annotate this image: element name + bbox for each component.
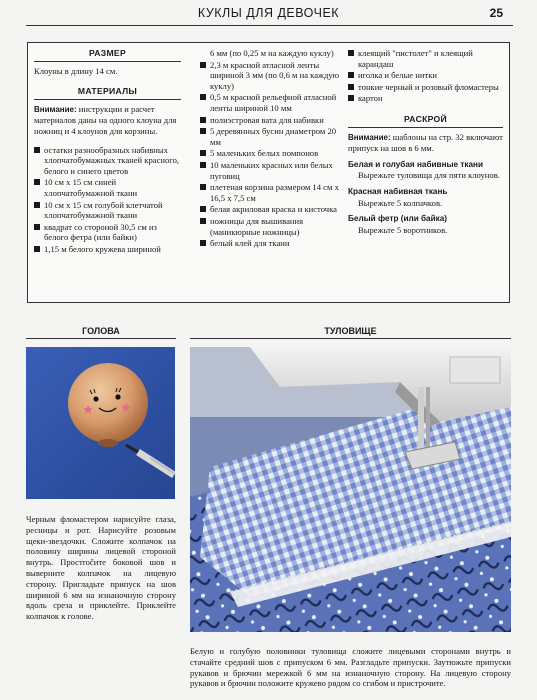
cutting-item-text: Вырежьте 5 воротников. bbox=[358, 224, 448, 235]
cutting-item bbox=[348, 187, 503, 208]
info-column-3 bbox=[348, 48, 503, 235]
cutting-note-label: Внимание: bbox=[348, 132, 391, 142]
size-text: Клоуны в длину 14 см. bbox=[34, 65, 118, 76]
size-heading: РАЗМЕР bbox=[34, 48, 181, 62]
cutting-note-text: шаблоны на стр. 32 включают припуск на шов в 6 мм. bbox=[348, 131, 503, 154]
cutting-item bbox=[348, 214, 503, 235]
body-sewing-photo bbox=[190, 347, 511, 632]
materials-heading: МАТЕРИАЛЫ bbox=[34, 86, 181, 100]
wooden-bead-illustration bbox=[26, 347, 175, 499]
cutting-item-text: Вырежьте туловища для пяти клоунов. bbox=[358, 170, 500, 181]
cutting-item-label: Белый фетр (или байка) bbox=[348, 214, 448, 224]
materials-list-1 bbox=[34, 145, 181, 255]
info-column-1 bbox=[34, 48, 181, 256]
list-item: картон bbox=[348, 93, 503, 104]
header-divider bbox=[26, 25, 513, 26]
list-item: 1,15 м белого кружева шириной bbox=[34, 244, 181, 255]
list-item: плетеная корзина размером 14 см х 16,5 х 7,5 см bbox=[200, 182, 348, 203]
cutting-item-label: Белая и голубая набивные ткани bbox=[348, 159, 483, 169]
cutting-item-label: Красная набивная ткань bbox=[348, 186, 448, 196]
cutting-item-text: Вырежьте 5 колпачков. bbox=[358, 197, 443, 208]
list-item: 10 см х 15 см синей хлопчатобумажной ткани bbox=[34, 177, 181, 198]
head-caption: Черным фломастером нарисуйте глаза, ресницы и рот. Нарисуйте розовым щеки-звездочки. Сложите колпачок на половину ширины лицевой стороной внутрь. Простročите боковой шов и выверните колпачок на лицевую сторону. Пригладьте припуск на шов шириной 6 мм на изнаночную сторону вдоль среза и приклейте. Приклейте колпачок к голове. bbox=[26, 514, 176, 622]
list-item: ножницы для вышивания (маникюрные ножницы) bbox=[200, 216, 348, 237]
materials-note-text: инструкции и расчет материалов даны на одного клоуна для ножниц и 4 клоунов для корзины. bbox=[34, 103, 177, 136]
list-item: 10 см х 15 см голубой клетчатой хлопчатобумажной ткани bbox=[34, 200, 181, 221]
list-item: полиэстровая вата для набивки bbox=[200, 115, 348, 126]
page-header-title: КУКЛЫ ДЛЯ ДЕВОЧЕК bbox=[197, 6, 340, 20]
info-column-2 bbox=[200, 48, 348, 250]
list-item: 5 деревянных бусин диаметром 20 мм bbox=[200, 126, 348, 147]
list-item: 2,3 м красной атласной ленты шириной 3 мм (по 0,6 м на каждую куклу) bbox=[200, 60, 348, 92]
materials-note-label: Внимание: bbox=[34, 104, 77, 114]
list-item: 6 мм (по 0,25 м на каждую куклу) bbox=[210, 48, 334, 58]
list-item: белый клей для ткани bbox=[200, 238, 348, 249]
sewing-machine-illustration bbox=[190, 347, 511, 632]
list-item: 10 маленьких красных или белых пуговиц bbox=[200, 160, 348, 181]
list-item: белая акриловая краска и кисточка bbox=[200, 204, 348, 215]
cutting-note bbox=[348, 132, 503, 154]
list-item: иголка и белые нитки bbox=[348, 70, 503, 81]
cutting-item bbox=[348, 160, 503, 181]
materials-list-2 bbox=[200, 48, 348, 249]
list-item: остатки разнообразных набивных хлопчатобумажных тканей красного, белого и синего цветов bbox=[34, 145, 181, 177]
list-item: тонкие черный и розовый фломастеры bbox=[348, 82, 503, 93]
list-item: 5 маленьких белых помпонов bbox=[200, 148, 348, 159]
materials-info-box bbox=[27, 42, 510, 303]
page-number: 25 bbox=[489, 6, 503, 20]
materials-note bbox=[34, 104, 181, 137]
list-item: 0,5 м красной рельефной атласной ленты шириной 10 мм bbox=[200, 92, 348, 113]
body-caption: Белую и голубую половинки туловища сложите лицевыми сторонами внутрь и стачайте средний шов с припуском 6 мм. Разгладьте припуски. Заутюжьте припуски рукавов и брючин мережкой 6 мм на изнаночную сторону. На лицевую сторону рукавов и брючин положите кружево рядом со сгибом и пристрочите. bbox=[190, 646, 511, 689]
list-item: квадрат со стороной 30,5 см из белого фетра (или байки) bbox=[34, 222, 181, 243]
head-heading: ГОЛОВА bbox=[26, 326, 176, 339]
list-item: клеящий "пистолет" и клеящий карандаш bbox=[348, 48, 503, 69]
head-photo bbox=[26, 347, 175, 499]
body-heading: ТУЛОВИЩЕ bbox=[190, 326, 511, 339]
materials-list-3 bbox=[348, 48, 503, 104]
cutting-heading: РАСКРОЙ bbox=[348, 114, 503, 128]
